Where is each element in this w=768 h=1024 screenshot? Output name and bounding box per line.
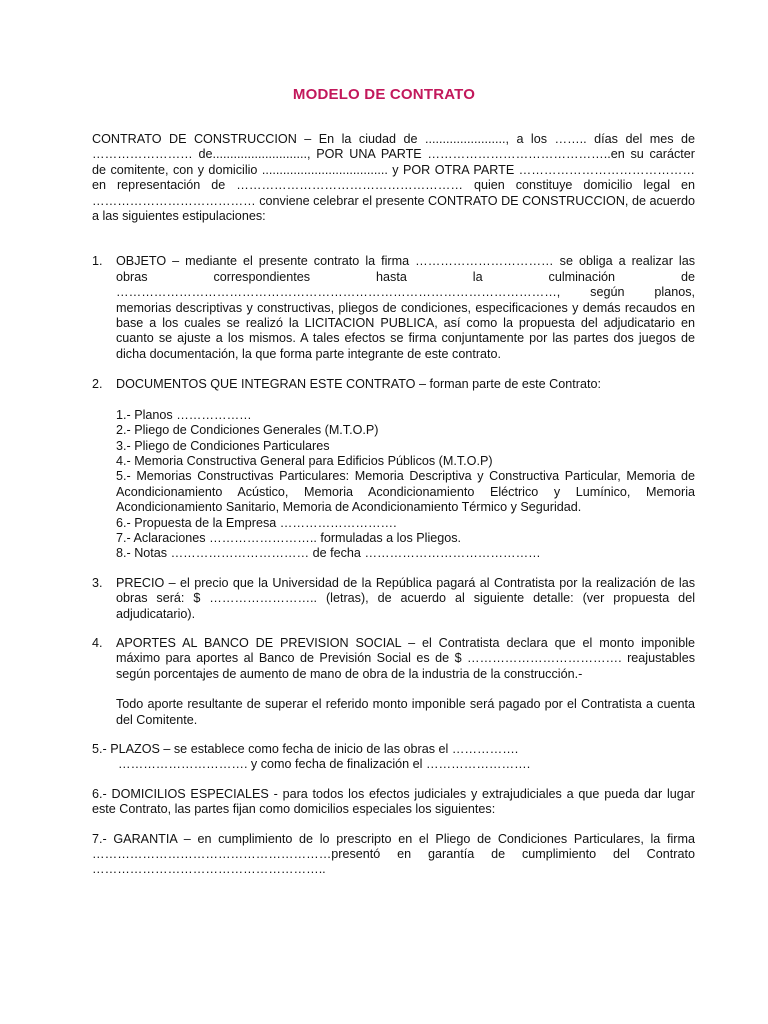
intro-paragraph (92, 132, 695, 224)
list-item: 2.- Pliego de Condiciones Generales (M.T.O.P) (116, 423, 379, 438)
section-7-garantia (92, 832, 695, 878)
list-item: 8.- Notas …………………………… de fecha …………………………………… (116, 546, 541, 561)
section-text: 7.- GARANTIA – en cumplimiento de lo prescripto en el Pliego de Condiciones Particulares, la firma …………………………………………………presentó en garantía de cumplimiento del Contrato ……………………………………………….. (92, 831, 695, 877)
section-5-plazos (92, 742, 695, 773)
list-item: 5.- Memorias Constructivas Particulares: Memoria Descriptiva y Constructiva Particular, Memoria de Acondicionamiento Acústico, Memoria Acondicionamiento Eléctrico y Lumínico, Memoria Acondicionamiento Sanitario, Memoria de Acondicionamiento Térmico y Seguridad. (116, 469, 695, 515)
section-text: DOCUMENTOS QUE INTEGRAN ESTE CONTRATO – forman parte de este Contrato: (116, 377, 601, 392)
section-note: Todo aporte resultante de superar el referido monto imponible será pagado por el Contratista a cuenta del Comitente. (116, 697, 695, 727)
list-item: 3.- Pliego de Condiciones Particulares (116, 438, 330, 453)
section-3-precio (92, 576, 695, 622)
documents-list (116, 408, 695, 562)
section-text: 6.- DOMICILIOS ESPECIALES - para todos los efectos judiciales y extrajudiciales a que pueda dar lugar este Contrato, las partes fijan como domicilios especiales los siguientes: (92, 786, 695, 817)
section-text: OBJETO – mediante el presente contrato la firma …………………………… se obliga a realizar las obras correspondientes hasta la culminación de ……………………………………………………………………………………………, según planos, memorias descriptivas y constructivas, pliegos de condiciones, especificaciones y demás recaudos en base a los cuales se realizó la LICITACION PUBLICA, así como la propuesta del adjudicatario en cuanto se ajuste a los mismos. A tales efectos se firma conjuntamente por las partes dos juegos de dicha documentación, la que forma parte integrante de este contrato. (116, 254, 695, 361)
section-text: APORTES AL BANCO DE PREVISION SOCIAL – el Contratista declara que el monto imponible máximo para aportes al Banco de Previsión Social es de $ ………………………………. reajustables según porcentajes de aumento de mano de obra de la industria de la construcción.- (116, 635, 695, 681)
section-4-aportes (92, 636, 695, 728)
section-2-documentos (92, 377, 695, 561)
document-title: MODELO DE CONTRATO (292, 86, 476, 103)
section-text-line1: 5.- PLAZOS – se establece como fecha de inicio de las obras el ……………. (92, 742, 519, 756)
list-item: 6.- Propuesta de la Empresa ………………………. (116, 515, 397, 530)
list-item: 1.- Planos ……………… (116, 407, 252, 422)
section-number: 1. (92, 254, 103, 269)
section-6-domicilios (92, 787, 695, 818)
section-text-line2: …………………………. y como fecha de finalización el ……………………. (118, 757, 531, 772)
list-item: 7.- Aclaraciones …………………….. formuladas a los Pliegos. (116, 530, 462, 545)
list-item: 4.- Memoria Constructiva General para Edificios Públicos (M.T.O.P) (116, 453, 493, 468)
section-number: 3. (92, 575, 103, 590)
intro-text: CONTRATO DE CONSTRUCCION – En la ciudad de ......................., a los …….. días del mes de …………………… de..........................., POR UNA PARTE ……………………………………..en su carácter de comitente, con y domicilio .................................... y POR OTRA PARTE …………………………………… en representación de ……………………………………………… quien constituye domicilio legal en ………………………………… conviene celebrar el presente CONTRATO DE CONSTRUCCION, de acuerdo a las siguientes estipulaciones: (92, 132, 695, 224)
section-number: 2. (92, 377, 103, 392)
section-number: 4. (92, 635, 103, 650)
section-1-objeto (92, 254, 695, 362)
document-body (92, 132, 695, 878)
section-text: PRECIO – el precio que la Universidad de la República pagará al Contratista por la realización de las obras será: $ …………………….. (letras), de acuerdo al siguiente detalle: (ver propuesta del adjudicatario). (116, 575, 695, 621)
